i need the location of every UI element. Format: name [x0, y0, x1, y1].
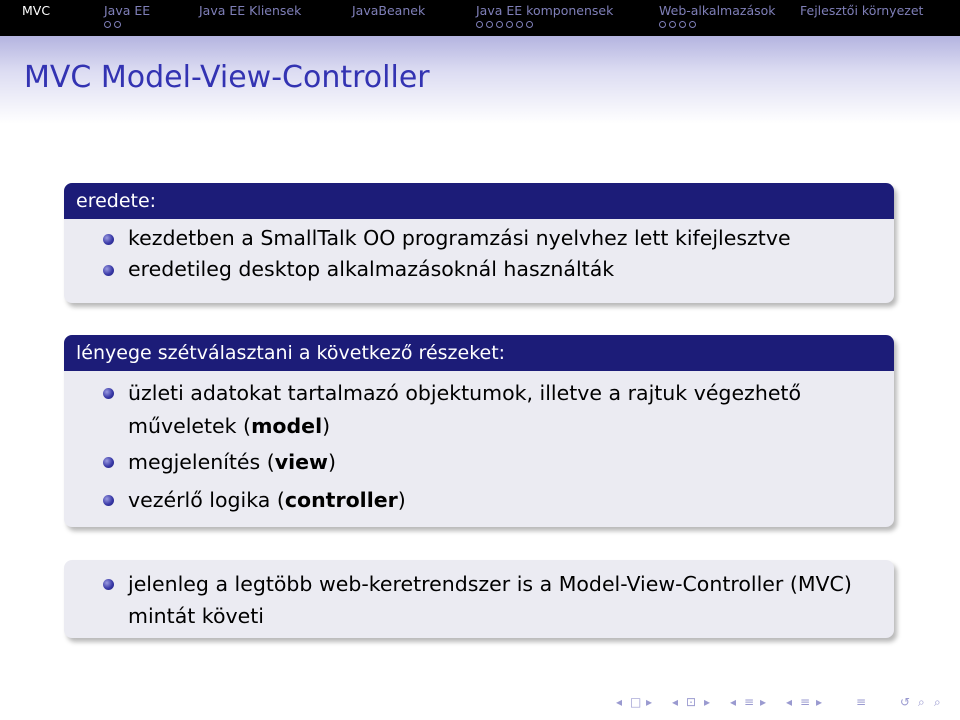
nav-section-label: Java EE Kliensek: [199, 3, 302, 18]
list-item: megjelenítés (view): [64, 443, 894, 481]
subsection-dot[interactable]: [486, 21, 493, 28]
appendix-icon[interactable]: ≡: [856, 695, 867, 709]
nav-section-label: Web-alkalmazások: [659, 3, 776, 18]
search-icon[interactable]: ⌕: [918, 695, 925, 709]
beamer-navigation-symbols: [600, 695, 955, 715]
block-jelenleg: [64, 560, 894, 638]
next-section-arrow-icon[interactable]: ▸: [760, 695, 767, 709]
prev-frame-arrow-icon[interactable]: ◂: [616, 695, 623, 709]
document-icon[interactable]: ≡: [800, 695, 811, 709]
subsection-dot[interactable]: [526, 21, 533, 28]
nav-section-label: Fejlesztői környezet: [800, 3, 924, 18]
nav-section-label: Java EE komponensek: [476, 3, 614, 18]
bullet-icon: [103, 579, 114, 590]
subsection-dot[interactable]: [114, 21, 121, 28]
frame-icon[interactable]: □: [630, 695, 642, 709]
list-item: vezérlő logika (controller): [64, 481, 894, 519]
next-frame-arrow-icon[interactable]: ▸: [646, 695, 653, 709]
subsection-dot[interactable]: [506, 21, 513, 28]
block-title: lényege szétválasztani a következő részeket:: [64, 335, 894, 371]
bullet-icon: [103, 457, 114, 468]
nav-section-label: JavaBeanek: [352, 3, 426, 18]
nav-section-label: MVC: [22, 3, 51, 18]
bullet-icon: [103, 495, 114, 506]
subsection-dot[interactable]: [669, 21, 676, 28]
subsection-dot[interactable]: [496, 21, 503, 28]
list-item: kezdetben a SmallTalk OO programzási nyelvhez lett kifejlesztve: [64, 223, 894, 254]
nav-subsection-dots: [659, 21, 696, 30]
section-icon[interactable]: ≡: [744, 695, 755, 709]
nav-subsection-dots: [476, 21, 533, 30]
block-title: eredete:: [64, 183, 894, 219]
subsection-dot[interactable]: [476, 21, 483, 28]
search-forward-icon[interactable]: ⌕: [934, 695, 941, 709]
next-document-arrow-icon[interactable]: ▸: [816, 695, 823, 709]
bullet-icon: [103, 388, 114, 399]
prev-section-arrow-icon[interactable]: ◂: [730, 695, 737, 709]
bullet-icon: [103, 265, 114, 276]
nav-section-label: Java EE: [104, 3, 151, 18]
block-eredete: [64, 183, 894, 303]
prev-document-arrow-icon[interactable]: ◂: [786, 695, 793, 709]
block-lenyege: [64, 335, 894, 527]
subsection-dot[interactable]: [679, 21, 686, 28]
next-subsection-arrow-icon[interactable]: ▸: [704, 695, 711, 709]
list-item: üzleti adatokat tartalmazó objektumok, illetve a rajtuk végezhető műveletek (model): [64, 377, 894, 443]
subsection-icon[interactable]: ⊡: [686, 695, 697, 709]
subsection-dot[interactable]: [516, 21, 523, 28]
section-navigation-bar: [0, 0, 960, 36]
nav-subsection-dots: [104, 21, 121, 30]
prev-subsection-arrow-icon[interactable]: ◂: [672, 695, 679, 709]
back-icon[interactable]: ↺: [900, 695, 911, 709]
subsection-dot[interactable]: [659, 21, 666, 28]
list-item: eredetileg desktop alkalmazásoknál használták: [64, 254, 894, 285]
subsection-dot[interactable]: [689, 21, 696, 28]
list-item: jelenleg a legtöbb web-keretrendszer is a Model-View-Controller (MVC) mintát követi: [64, 568, 894, 632]
page-title: MVC Model-View-Controller: [24, 60, 430, 95]
bullet-icon: [103, 234, 114, 245]
subsection-dot[interactable]: [104, 21, 111, 28]
